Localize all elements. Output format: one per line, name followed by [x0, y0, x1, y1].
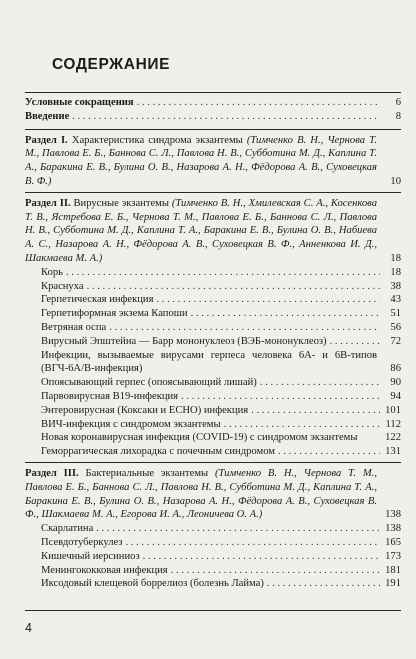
section-title: Бактериальные экзантемы	[78, 467, 215, 479]
page-ref: 51	[390, 308, 401, 320]
page-ref: 10	[390, 175, 401, 187]
page-ref: 191	[385, 578, 401, 590]
entry-title: Краснуха	[41, 280, 84, 292]
toc-entry[interactable]	[25, 376, 401, 390]
table-of-contents	[25, 96, 401, 591]
toc-title: СОДЕРЖАНИЕ	[52, 56, 171, 73]
toc-entry[interactable]	[25, 96, 401, 110]
page-ref: 43	[390, 294, 401, 306]
toc-entry[interactable]	[25, 431, 401, 445]
leader-dots	[267, 577, 380, 591]
page-ref: 112	[385, 418, 401, 430]
page-ref: 101	[385, 404, 401, 416]
entry-title: Иксодовый клещевой боррелиоз (болезнь Лайма)	[41, 578, 264, 590]
section-authors: (Тимченко В. Н., Хмилевская С. А., Косенкова Т. В., Ястребова Е. Б., Чернова Т. М., Павлова Е. Б., Баннова С. Л., Павлова Н. В., Субботина М. Д., Каплина Т. А., Баракина Е. В., Булина О. В., Набиева А. С., Назарова А. Н., Фёдорова А. В., Суховецкая В. Ф., Анненкова И. Д., Шакмаева М. А.)	[25, 197, 377, 264]
entry-title: Менингококковая инфекция	[41, 564, 168, 576]
toc-entry[interactable]	[25, 550, 401, 564]
leader-dots	[66, 266, 380, 280]
entry-title: Введение	[25, 110, 70, 122]
toc-entry[interactable]	[25, 390, 401, 404]
entry-title: Корь	[41, 266, 63, 278]
toc-top-rule	[25, 92, 401, 93]
entry-title: Герпетиформная экзема Капоши	[41, 308, 188, 320]
toc-section-entry[interactable]	[25, 134, 401, 189]
section-divider	[25, 462, 401, 463]
page-ref: 86	[390, 363, 401, 375]
toc-entry[interactable]	[25, 321, 401, 335]
toc-entry[interactable]	[25, 110, 401, 124]
entry-title: Парвовирусная В19-инфекция	[41, 390, 179, 402]
entry-title: Условные сокращения	[25, 97, 134, 108]
entry-title: Вирусный Эпштейна — Барр мононуклеоз (ВЭБ-мононуклеоз)	[41, 335, 327, 347]
entry-title: Инфекции, вызываемые вирусами герпеса человека 6А- и 6В-типов (ВГЧ-6А/В-инфекция)	[41, 349, 377, 375]
section-label: Раздел II.	[25, 197, 71, 209]
toc-entry[interactable]	[25, 445, 401, 459]
section-divider	[25, 129, 401, 130]
page-ref: 131	[385, 446, 401, 458]
leader-dots	[156, 293, 380, 307]
entry-title: Энтеровирусная (Коксаки и ЕСНО) инфекция	[41, 404, 249, 416]
section-title: Вирусные экзантемы	[70, 197, 172, 209]
leader-dots	[251, 404, 380, 418]
toc-entry[interactable]	[25, 564, 401, 578]
toc-entry[interactable]	[25, 404, 401, 418]
section-divider	[25, 192, 401, 193]
entry-title: Новая коронавирусная инфекция (COVID-19) с синдромом экзантемы	[41, 432, 358, 444]
leader-dots	[126, 536, 381, 550]
section-title: Характеристика синдрома экзантемы	[67, 134, 247, 146]
page-ref: 6	[395, 97, 401, 108]
toc-section-entry[interactable]	[25, 197, 401, 266]
toc-entry[interactable]	[25, 266, 401, 280]
toc-entry[interactable]	[25, 349, 401, 377]
page-ref: 72	[390, 335, 401, 347]
entry-title: Псевдотуберкулез	[41, 536, 123, 548]
section-authors: (Тимченко В. Н., Чернова Т. М., Павлова Е. Б., Баннова С. Л., Павлова Н. В., Субботина М. Д., Каплина Т. А., Баракина Е. В., Булина О. В., Назарова А. Н., Фёдорова А. В., Суховецкая В. Ф., Шакмаева М. А., Егорова И. А., Леоничева О. А.)	[25, 467, 377, 521]
toc-section-entry[interactable]	[25, 467, 401, 522]
page-ref: 18	[390, 266, 401, 278]
page-ref: 38	[390, 280, 401, 292]
toc-entry[interactable]	[25, 280, 401, 294]
entry-title: Герпетическая инфекция	[41, 294, 154, 306]
entry-title: Геморрагическая лихорадка с почечным синдромом	[41, 446, 276, 458]
leader-dots	[143, 550, 380, 564]
leader-dots	[109, 321, 380, 335]
leader-dots	[137, 96, 380, 110]
toc-entry[interactable]	[25, 307, 401, 321]
page-ref: 18	[390, 252, 401, 264]
toc-bottom-rule	[25, 610, 401, 611]
page-ref: 138	[385, 509, 401, 521]
page-ref: 8	[395, 110, 401, 122]
leader-dots	[260, 376, 380, 390]
leader-dots	[278, 445, 380, 459]
page-ref: 138	[385, 523, 401, 535]
page-ref: 90	[390, 377, 401, 389]
entry-title: Кишечный иерсиниоз	[41, 550, 140, 562]
page-ref: 165	[385, 536, 401, 548]
entry-title: Опоясывающий герпес (опоясывающий лишай)	[41, 377, 257, 389]
page-ref: 94	[390, 390, 401, 402]
toc-entry[interactable]	[25, 418, 401, 432]
leader-dots	[191, 307, 380, 321]
entry-title: Ветряная оспа	[41, 321, 107, 333]
leader-dots	[330, 335, 380, 349]
leader-dots	[72, 110, 380, 124]
toc-entry[interactable]	[25, 536, 401, 550]
entry-title: ВИЧ-инфекция с синдромом экзантемы	[41, 418, 221, 430]
page-number: 4	[25, 621, 32, 635]
page-ref: 181	[385, 564, 401, 576]
section-authors: (Тимченко В. Н., Чернова Т. М., Павлова Е. Б., Баннова С. Л., Павлова Н. В., Субботина М. Д., Каплина Т. А., Баракина Е. В., Булина О. В., Назарова А. Н., Фёдорова А. В., Суховецкая В. Ф.)	[25, 134, 377, 187]
leader-dots	[96, 522, 380, 536]
toc-entry[interactable]	[25, 335, 401, 349]
page-ref: 56	[390, 321, 401, 333]
section-label: Раздел I.	[25, 134, 68, 146]
leader-dots	[224, 418, 380, 432]
toc-entry[interactable]	[25, 577, 401, 591]
toc-entry[interactable]	[25, 522, 401, 536]
page-ref: 122	[385, 432, 401, 444]
leader-dots	[87, 280, 380, 294]
entry-title: Скарлатина	[41, 523, 94, 535]
leader-dots	[171, 564, 380, 578]
leader-dots	[181, 390, 380, 404]
toc-entry[interactable]	[25, 293, 401, 307]
page-ref: 173	[385, 550, 401, 562]
section-label: Раздел III.	[25, 467, 79, 479]
